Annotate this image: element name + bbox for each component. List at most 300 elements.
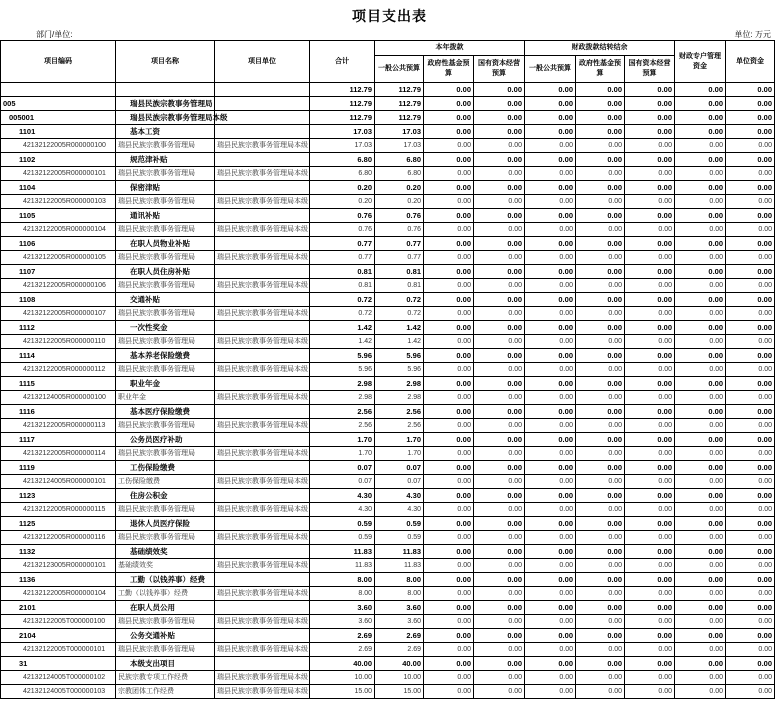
cell-value: 0.00 [474,97,525,111]
cell-value: 0.00 [675,405,726,419]
cell-value: 0.00 [576,153,625,167]
cell-value: 0.00 [525,97,576,111]
cell-value: 0.00 [576,167,625,181]
cell-value: 0.00 [675,83,726,97]
cell-value: 0.59 [375,531,424,545]
cell-value: 0.00 [625,279,675,293]
cell-unit: 瑞县民族宗教事务管理局本级 [215,643,310,657]
cell-value: 0.00 [474,139,525,153]
cell-value: 0.00 [726,181,775,195]
cell-value: 0.00 [424,181,474,195]
cell-value: 0.00 [726,671,775,685]
cell-unit [215,181,310,195]
cell-value: 11.83 [375,559,424,573]
cell-code: 31 [1,657,116,671]
cell-unit [215,657,310,671]
cell-value: 2.69 [375,643,424,657]
cell-value: 0.00 [675,503,726,517]
cell-value: 0.00 [424,433,474,447]
cell-value: 0.00 [726,349,775,363]
cell-code: 1119 [1,461,116,475]
cell-value: 0.00 [474,405,525,419]
cell-code: 42132122005R000000116 [1,531,116,545]
cell-value: 112.79 [375,83,424,97]
cell-name: 退休人员医疗保险 [116,517,215,531]
cell-name: 在职人员公用 [116,601,215,615]
cell-value: 0.00 [625,531,675,545]
cell-value: 1.70 [310,433,375,447]
cell-value: 112.79 [310,111,375,125]
table-row [1,237,775,251]
cell-name: 基本养老保险缴费 [116,349,215,363]
cell-unit: 瑞县民族宗教事务管理局本级 [215,363,310,377]
cell-value: 0.00 [576,265,625,279]
cell-value: 2.98 [375,377,424,391]
cell-value: 0.00 [474,545,525,559]
header-carryover: 财政拨款结转结余 [525,41,675,56]
cell-name: 住房公积金 [116,489,215,503]
cell-value: 0.00 [726,83,775,97]
cell-value: 2.69 [310,629,375,643]
cell-name: 宗教团体工作经费 [116,685,215,699]
cell-value: 0.00 [726,405,775,419]
cell-value: 0.00 [576,349,625,363]
table-row [1,601,775,615]
cell-code: 1116 [1,405,116,419]
cell-value: 0.00 [525,531,576,545]
cell-code: 1101 [1,125,116,139]
cell-value: 0.07 [375,461,424,475]
cell-value: 17.03 [310,139,375,153]
table-row [1,363,775,377]
cell-code: 1104 [1,181,116,195]
cell-value: 0.00 [474,153,525,167]
cell-value: 40.00 [310,657,375,671]
cell-value: 0.00 [576,307,625,321]
cell-code: 42132122005T000000100 [1,615,116,629]
cell-name: 瑞县民族宗教事务管理局 [116,307,215,321]
table-row [1,545,775,559]
cell-value: 1.42 [375,335,424,349]
cell-value: 0.00 [525,83,576,97]
cell-value: 0.00 [726,139,775,153]
cell-name: 在职人员物业补贴 [116,237,215,251]
table-row [1,307,775,321]
cell-unit [215,293,310,307]
cell-code: 1123 [1,489,116,503]
cell-name: 基本医疗保险缴费 [116,405,215,419]
cell-value: 1.70 [375,433,424,447]
cell-value: 0.00 [675,629,726,643]
cell-value: 0.00 [675,139,726,153]
cell-value: 0.72 [310,307,375,321]
cell-value: 0.00 [625,657,675,671]
table-row [1,531,775,545]
cell-unit: 瑞县民族宗教事务管理局本级 [215,559,310,573]
cell-value: 0.00 [625,195,675,209]
table-row [1,517,775,531]
table-row [1,489,775,503]
cell-value: 0.00 [675,545,726,559]
cell-code: 42132124005T000000103 [1,685,116,699]
cell-value: 0.00 [424,517,474,531]
cell-value: 0.00 [675,251,726,265]
cell-value: 0.00 [576,419,625,433]
cell-value: 40.00 [375,657,424,671]
cell-value: 0.00 [675,643,726,657]
cell-value: 0.00 [625,419,675,433]
cell-value: 0.00 [525,615,576,629]
cell-value: 17.03 [310,125,375,139]
table-row [1,265,775,279]
cell-value: 0.00 [576,97,625,111]
cell-value: 0.07 [310,475,375,489]
cell-value: 0.00 [525,377,576,391]
cell-value: 0.00 [525,307,576,321]
cell-value: 6.80 [310,153,375,167]
cell-value: 0.00 [726,545,775,559]
cell-value: 0.00 [675,447,726,461]
cell-value: 0.00 [424,447,474,461]
cell-value: 0.00 [675,419,726,433]
cell-value: 0.00 [726,559,775,573]
cell-value: 0.00 [625,377,675,391]
cell-value: 0.00 [474,279,525,293]
cell-value: 0.00 [474,531,525,545]
cell-code: 1106 [1,237,116,251]
cell-value: 0.00 [576,685,625,699]
cell-value: 0.00 [726,433,775,447]
cell-value: 0.00 [576,587,625,601]
cell-value: 0.00 [576,125,625,139]
cell-value: 0.00 [474,489,525,503]
cell-value: 0.00 [576,615,625,629]
cell-name: 瑞县民族宗教事务管理局 [116,363,215,377]
cell-value: 0.00 [474,433,525,447]
cell-value: 0.00 [576,657,625,671]
table-row [1,279,775,293]
cell-code: 42132122005R000000114 [1,447,116,461]
cell-code: 42132122005R000000103 [1,195,116,209]
cell-value: 0.00 [675,433,726,447]
cell-value: 0.00 [424,685,474,699]
cell-value: 0.00 [576,573,625,587]
cell-value: 0.00 [576,545,625,559]
cell-value: 0.00 [675,125,726,139]
cell-value: 0.00 [576,139,625,153]
cell-value: 0.00 [625,489,675,503]
cell-value: 0.00 [474,517,525,531]
cell-value: 0.00 [474,321,525,335]
cell-value: 0.00 [525,657,576,671]
cell-value: 0.00 [726,251,775,265]
cell-code: 42132124005R000000101 [1,475,116,489]
header-total: 合计 [310,41,375,83]
cell-value: 0.00 [726,573,775,587]
cell-value: 0.00 [625,391,675,405]
cell-unit [215,83,310,97]
cell-value: 0.00 [474,195,525,209]
cell-name: 瑞县民族宗教事务管理局 [116,195,215,209]
table-row [1,83,775,97]
table-row [1,433,775,447]
cell-value: 11.83 [375,545,424,559]
cell-value: 10.00 [310,671,375,685]
cell-value: 0.00 [576,195,625,209]
cell-value: 0.00 [525,643,576,657]
cell-value: 0.20 [310,181,375,195]
cell-unit [215,265,310,279]
cell-value: 0.00 [525,293,576,307]
cell-value: 0.00 [675,349,726,363]
cell-unit [215,237,310,251]
cell-value: 2.98 [310,377,375,391]
table-row [1,503,775,517]
cell-value: 0.00 [675,475,726,489]
header-name: 项目名称 [116,41,215,83]
cell-value: 0.00 [525,447,576,461]
cell-value: 0.00 [675,489,726,503]
cell-value: 17.03 [375,139,424,153]
cell-name: 工勤（以钱养事）经费 [116,573,215,587]
cell-value: 0.00 [525,601,576,615]
cell-value: 0.00 [474,293,525,307]
cell-value: 0.00 [525,251,576,265]
cell-value: 0.00 [525,461,576,475]
cell-value: 0.00 [424,587,474,601]
cell-name: 公务员医疗补助 [116,433,215,447]
cell-value: 0.00 [625,139,675,153]
cell-value: 8.00 [310,573,375,587]
cell-value: 0.76 [310,223,375,237]
cell-code: 2104 [1,629,116,643]
cell-value: 2.69 [310,643,375,657]
cell-value: 0.00 [675,279,726,293]
cell-value: 0.00 [625,111,675,125]
cell-value: 0.00 [474,615,525,629]
cell-value: 0.00 [675,307,726,321]
cell-value: 0.00 [576,111,625,125]
cell-value: 0.00 [675,181,726,195]
cell-value: 0.00 [675,601,726,615]
cell-name: 本级支出项目 [116,657,215,671]
cell-code: 42132122005R000000101 [1,167,116,181]
cell-value: 0.00 [726,111,775,125]
cell-value: 0.00 [525,349,576,363]
cell-value: 0.00 [726,195,775,209]
cell-value: 0.00 [474,307,525,321]
cell-value: 0.00 [726,209,775,223]
cell-value: 0.00 [576,517,625,531]
cell-code: 42132123005R000000101 [1,559,116,573]
cell-value: 0.59 [310,531,375,545]
cell-value: 0.00 [424,671,474,685]
cell-value: 0.76 [310,209,375,223]
cell-value: 0.00 [424,629,474,643]
department-label: 部门/单位: [36,30,73,39]
cell-unit: 瑞县民族宗教事务管理局本级 [215,139,310,153]
cell-value: 0.00 [576,461,625,475]
cell-value: 5.96 [375,349,424,363]
table-row [1,629,775,643]
cell-value: 0.00 [424,489,474,503]
cell-value: 0.00 [726,475,775,489]
cell-unit: 瑞县民族宗教事务管理局本级 [215,279,310,293]
cell-unit [215,153,310,167]
cell-value: 0.00 [625,447,675,461]
table-row [1,195,775,209]
cell-value: 0.00 [625,349,675,363]
cell-unit [215,489,310,503]
table-row [1,559,775,573]
cell-value: 0.00 [625,405,675,419]
cell-code: 42132122005R000000107 [1,307,116,321]
cell-value: 0.00 [474,111,525,125]
cell-value: 0.00 [474,223,525,237]
cell-value: 6.80 [375,167,424,181]
cell-value: 0.00 [576,251,625,265]
cell-value: 0.00 [726,125,775,139]
cell-value: 0.00 [424,237,474,251]
cell-value: 0.00 [474,335,525,349]
cell-name: 瑞县民族宗教事务管理局 [116,503,215,517]
cell-value: 0.07 [375,475,424,489]
cell-value: 0.00 [424,111,474,125]
cell-value: 0.00 [576,83,625,97]
cell-value: 0.00 [474,629,525,643]
cell-value: 0.00 [675,559,726,573]
cell-value: 0.00 [525,209,576,223]
cell-name: 瑞县民族宗教事务管理局 [116,97,215,111]
cell-name: 瑞县民族宗教事务管理局 [116,335,215,349]
cell-name: 瑞县民族宗教事务管理局 [116,419,215,433]
table-row [1,321,775,335]
cell-value: 0.00 [625,587,675,601]
cell-value: 15.00 [310,685,375,699]
cell-value: 0.00 [726,517,775,531]
cell-code: 42132122005R000000115 [1,503,116,517]
cell-unit [215,461,310,475]
cell-value: 0.20 [375,181,424,195]
cell-value: 0.00 [576,629,625,643]
cell-value: 0.00 [525,181,576,195]
cell-value: 0.00 [625,125,675,139]
cell-value: 0.00 [726,335,775,349]
cell-value: 0.77 [375,237,424,251]
project-expenditure-table [0,40,775,699]
cell-value: 0.81 [375,279,424,293]
cell-name: 瑞县民族宗教事务管理局 [116,223,215,237]
cell-value: 0.00 [576,335,625,349]
cell-value: 0.00 [474,237,525,251]
table-row [1,349,775,363]
cell-name: 瑞县民族宗教事务管理局 [116,643,215,657]
cell-value: 0.00 [576,433,625,447]
cell-value: 0.00 [525,223,576,237]
cell-value: 112.79 [375,111,424,125]
cell-value: 0.81 [310,279,375,293]
cell-value: 0.00 [576,671,625,685]
cell-value: 0.00 [525,335,576,349]
cell-value: 0.00 [474,167,525,181]
cell-unit: 瑞县民族宗教事务管理局本级 [215,503,310,517]
cell-value: 0.00 [424,391,474,405]
cell-value: 0.00 [576,489,625,503]
cell-unit: 瑞县民族宗教事务管理局本级 [215,587,310,601]
cell-value: 0.00 [474,419,525,433]
table-row [1,223,775,237]
cell-value: 8.00 [375,587,424,601]
cell-value: 0.00 [675,195,726,209]
cell-value: 2.56 [375,419,424,433]
cell-value: 0.00 [474,601,525,615]
cell-value: 0.00 [424,293,474,307]
cell-value: 0.00 [474,671,525,685]
cell-value: 4.30 [375,503,424,517]
cell-code: 1132 [1,545,116,559]
table-row [1,97,775,111]
cell-value: 0.00 [474,643,525,657]
cell-value: 0.00 [424,657,474,671]
cell-value: 112.79 [375,97,424,111]
cell-value: 0.00 [576,475,625,489]
cell-value: 1.70 [310,447,375,461]
cell-code: 1125 [1,517,116,531]
cell-value: 0.76 [375,223,424,237]
cell-name: 基础绩效奖 [116,559,215,573]
table-row [1,153,775,167]
header-gov-fund-budget: 政府性基金预算 [424,56,474,83]
table-row [1,125,775,139]
cell-unit: 瑞县民族宗教事务管理局本级 [215,223,310,237]
cell-value: 0.00 [625,517,675,531]
cell-value: 0.00 [424,531,474,545]
cell-value: 0.00 [675,685,726,699]
cell-value: 0.00 [576,279,625,293]
cell-code [1,83,116,97]
cell-value: 112.79 [310,83,375,97]
cell-name: 交通补贴 [116,293,215,307]
cell-value: 0.00 [525,489,576,503]
cell-value: 0.00 [474,251,525,265]
cell-value: 0.00 [525,433,576,447]
cell-code: 42132122005R000000110 [1,335,116,349]
cell-value: 0.00 [625,321,675,335]
cell-value: 0.00 [424,419,474,433]
cell-value: 0.00 [675,531,726,545]
cell-value: 6.80 [310,167,375,181]
cell-value: 0.00 [525,573,576,587]
cell-name: 瑞县民族宗教事务管理局 [116,167,215,181]
table-row [1,671,775,685]
cell-name: 瑞县民族宗教事务管理局 [116,139,215,153]
cell-value: 0.00 [474,363,525,377]
cell-value: 10.00 [375,671,424,685]
cell-unit [215,545,310,559]
cell-value: 11.83 [310,545,375,559]
cell-value: 0.00 [424,573,474,587]
cell-code: 42132122005R000000104 [1,223,116,237]
cell-unit [215,629,310,643]
cell-value: 0.00 [675,167,726,181]
cell-value: 0.00 [576,391,625,405]
cell-value: 0.00 [726,419,775,433]
cell-value: 0.00 [726,153,775,167]
cell-value: 0.00 [525,503,576,517]
cell-value: 0.00 [726,629,775,643]
cell-value: 0.00 [625,265,675,279]
cell-value: 5.96 [375,363,424,377]
